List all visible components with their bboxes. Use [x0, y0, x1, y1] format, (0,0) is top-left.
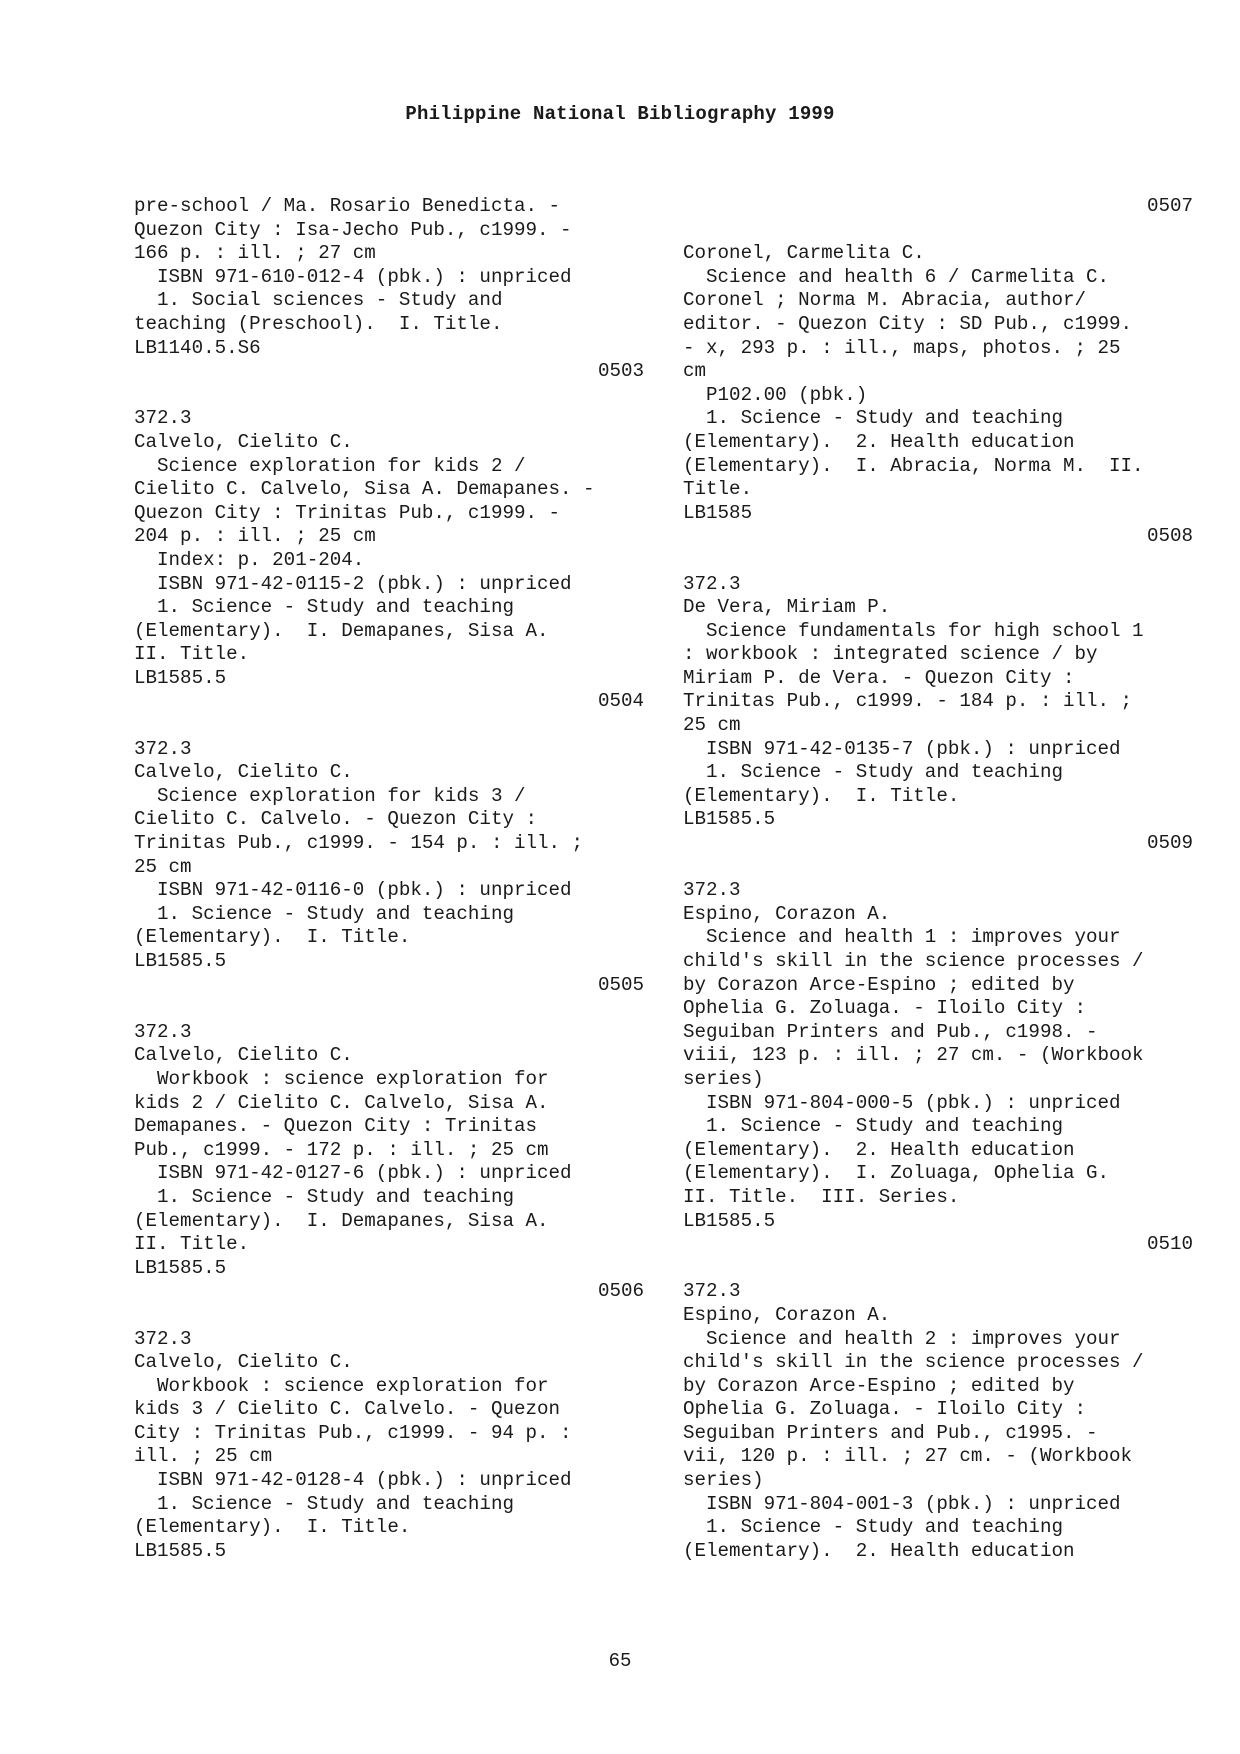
- entry-line: : workbook : integrated science / by: [683, 643, 1098, 666]
- entry-line: 372.3: [683, 879, 741, 902]
- entry-line: LB1585.5: [683, 1209, 776, 1232]
- entry-line: (Elementary). 2. Health education: [683, 430, 1075, 453]
- entry-line: LB1585.5: [683, 808, 776, 831]
- entry-number: 0506: [597, 1280, 644, 1303]
- entry-line: II. Title.: [134, 1233, 250, 1256]
- entry-line: 372.3: [134, 1020, 192, 1043]
- entry-line: Calvelo, Cielito C.: [134, 1044, 353, 1067]
- entry-line: editor. - Quezon City : SD Pub., c1999.: [683, 312, 1133, 335]
- entry-line: City : Trinitas Pub., c1999. - 94 p. :: [134, 1421, 572, 1444]
- entry-line: Science exploration for kids 2 /: [134, 454, 526, 477]
- entry-line: ISBN 971-42-0128-4 (pbk.) : unpriced: [134, 1469, 572, 1492]
- entry-line: LB1585.5: [134, 666, 227, 689]
- entry-line: Workbook : science exploration for: [134, 1067, 549, 1090]
- entry-line: P102.00 (pbk.): [683, 383, 868, 406]
- entry-line: child's skill in the science processes /: [683, 950, 1144, 972]
- entry-line: viii, 123 p. : ill. ; 27 cm. - (Workbook: [683, 1044, 1144, 1067]
- entry-line: 1. Science - Study and teaching: [134, 1185, 514, 1208]
- entry-line: Science and health 6 / Carmelita C.: [683, 265, 1110, 288]
- entry-line: by Corazon Arce-Espino ; edited by: [683, 973, 1075, 996]
- entry-line: - x, 293 p. : ill., maps, photos. ; 25: [683, 336, 1121, 359]
- blank-line: [134, 384, 644, 408]
- entry-line: series): [683, 1067, 764, 1090]
- entry-line: LB1585.5: [134, 950, 227, 972]
- entry-line: ISBN 971-804-001-3 (pbk.) : unpriced: [683, 1492, 1121, 1515]
- entry-line: LB1585.5: [134, 1256, 227, 1279]
- entry-line: 1. Social sciences - Study and: [134, 289, 503, 312]
- entry-line: De Vera, Miriam P.: [683, 596, 891, 619]
- blank-line: [683, 856, 1193, 880]
- entry-line: ill. ; 25 cm: [134, 1445, 273, 1468]
- entry-number: 0503: [597, 360, 644, 383]
- page-number: 65: [608, 1650, 632, 1672]
- entry-line: 204 p. : ill. ; 25 cm: [134, 525, 376, 548]
- entry-line: kids 3 / Cielito C. Calvelo. - Quezon: [134, 1398, 561, 1421]
- entry-line: Title.: [683, 478, 753, 501]
- blank-line: [134, 1304, 644, 1328]
- entry-line: Demapanes. - Quezon City : Trinitas: [134, 1115, 538, 1138]
- entry-line: Calvelo, Cielito C.: [134, 1351, 353, 1374]
- entry-line: ISBN 971-804-000-5 (pbk.) : unpriced: [683, 1091, 1121, 1114]
- entry-line: Science exploration for kids 3 /: [134, 784, 526, 807]
- entry-line: 372.3: [134, 737, 192, 760]
- entry-line: Science fundamentals for high school 1: [683, 619, 1144, 642]
- blank-line: [683, 219, 1193, 243]
- entry-line: LB1140.5.S6: [134, 336, 261, 359]
- entry-line: LB1585.5: [134, 1539, 227, 1562]
- entry-line: 372.3: [134, 407, 192, 430]
- entry-line: Workbook : science exploration for: [134, 1374, 549, 1397]
- blank-line: [134, 714, 644, 738]
- entry-line: vii, 120 p. : ill. ; 27 cm. - (Workbook: [683, 1445, 1133, 1468]
- entry-line: Index: p. 201-204.: [134, 548, 365, 571]
- entry-line: Coronel, Carmelita C.: [683, 242, 925, 265]
- entry-line: 1. Science - Study and teaching: [134, 1492, 514, 1515]
- entry-line: 1. Science - Study and teaching: [683, 1516, 1063, 1539]
- entry-line: 1. Science - Study and teaching: [683, 407, 1063, 430]
- entry-number: 0505: [597, 973, 644, 996]
- entry-line: LB1585: [683, 501, 753, 524]
- page-title: Philippine National Bibliography 1999: [405, 103, 835, 125]
- left-column: [134, 195, 644, 1563]
- entry-number: 0508: [1146, 525, 1193, 548]
- entry-line: Espino, Corazon A.: [683, 902, 891, 925]
- entry-line: 372.3: [134, 1327, 192, 1350]
- entry-line: 25 cm: [134, 855, 192, 878]
- entry-line: 372.3: [683, 1280, 741, 1303]
- blank-line: [683, 549, 1193, 573]
- entry-line: pre-school / Ma. Rosario Benedicta. -: [134, 195, 561, 217]
- entry-line: kids 2 / Cielito C. Calvelo, Sisa A.: [134, 1091, 549, 1114]
- entry-line: (Elementary). I. Title.: [134, 926, 411, 949]
- entry-line: Trinitas Pub., c1999. - 184 p. : ill. ;: [683, 690, 1133, 713]
- entry-line: Quezon City : Trinitas Pub., c1999. -: [134, 501, 561, 524]
- entry-line: Ophelia G. Zoluaga. - Iloilo City :: [683, 1398, 1087, 1421]
- entry-line: Seguiban Printers and Pub., c1998. -: [683, 1020, 1098, 1043]
- entry-line: Cielito C. Calvelo, Sisa A. Demapanes. -: [134, 478, 595, 501]
- entry-line: 1. Science - Study and teaching: [134, 596, 514, 619]
- entry-line: (Elementary). I. Title.: [134, 1516, 411, 1539]
- entry-line: Seguiban Printers and Pub., c1995. -: [683, 1421, 1098, 1444]
- entry-line: (Elementary). I. Demapanes, Sisa A.: [134, 619, 549, 642]
- right-column: [683, 195, 1193, 1563]
- entry-line: (Elementary). I. Abracia, Norma M. II.: [683, 454, 1144, 477]
- entry-line: Science and health 2 : improves your: [683, 1327, 1121, 1350]
- entry-line: Miriam P. de Vera. - Quezon City :: [683, 666, 1075, 689]
- entry-line: ISBN 971-42-0135-7 (pbk.) : unpriced: [683, 737, 1121, 760]
- entry-line: 1. Science - Study and teaching: [134, 902, 514, 925]
- entry-line: 1. Science - Study and teaching: [683, 1115, 1063, 1138]
- entry-line: ISBN 971-610-012-4 (pbk.) : unpriced: [134, 265, 572, 288]
- entry-number: 0510: [1146, 1233, 1193, 1256]
- entry-line: child's skill in the science processes /: [683, 1351, 1144, 1374]
- entry-line: 1. Science - Study and teaching: [683, 761, 1063, 784]
- entry-line: Science and health 1 : improves your: [683, 926, 1121, 949]
- entry-line: Calvelo, Cielito C.: [134, 761, 353, 784]
- entry-line: Espino, Corazon A.: [683, 1303, 891, 1326]
- entry-number: 0504: [597, 690, 644, 713]
- entry-line: (Elementary). 2. Health education: [683, 1138, 1075, 1161]
- entry-line: 372.3: [683, 572, 741, 595]
- blank-line: [683, 1257, 1193, 1281]
- entry-line: Cielito C. Calvelo. - Quezon City :: [134, 808, 538, 831]
- entry-line: Calvelo, Cielito C.: [134, 430, 353, 453]
- entry-line: ISBN 971-42-0116-0 (pbk.) : unpriced: [134, 879, 572, 902]
- entry-line: (Elementary). I. Zoluaga, Ophelia G.: [683, 1162, 1110, 1185]
- entry-line: II. Title.: [134, 643, 250, 666]
- entry-line: Ophelia G. Zoluaga. - Iloilo City :: [683, 997, 1087, 1020]
- entry-line: Trinitas Pub., c1999. - 154 p. : ill. ;: [134, 832, 584, 855]
- entry-line: Quezon City : Isa-Jecho Pub., c1999. -: [134, 218, 572, 241]
- entry-line: ISBN 971-42-0127-6 (pbk.) : unpriced: [134, 1162, 572, 1185]
- entry-number: 0507: [1146, 195, 1193, 217]
- entry-line: by Corazon Arce-Espino ; edited by: [683, 1374, 1075, 1397]
- entry-line: Pub., c1999. - 172 p. : ill. ; 25 cm: [134, 1138, 549, 1161]
- entry-line: Coronel ; Norma M. Abracia, author/: [683, 289, 1087, 312]
- entry-line: (Elementary). 2. Health education: [683, 1539, 1075, 1562]
- entry-line: ISBN 971-42-0115-2 (pbk.) : unpriced: [134, 572, 572, 595]
- entry-line: (Elementary). I. Demapanes, Sisa A.: [134, 1209, 549, 1232]
- entry-line: II. Title. III. Series.: [683, 1185, 960, 1208]
- entry-line: (Elementary). I. Title.: [683, 784, 960, 807]
- blank-line: [134, 997, 644, 1021]
- entry-number: 0509: [1146, 832, 1193, 855]
- entry-line: 166 p. : ill. ; 27 cm: [134, 242, 376, 265]
- entry-line: 25 cm: [683, 714, 741, 737]
- entry-line: cm: [683, 360, 707, 383]
- entry-line: teaching (Preschool). I. Title.: [134, 312, 503, 335]
- entry-line: series): [683, 1469, 764, 1492]
